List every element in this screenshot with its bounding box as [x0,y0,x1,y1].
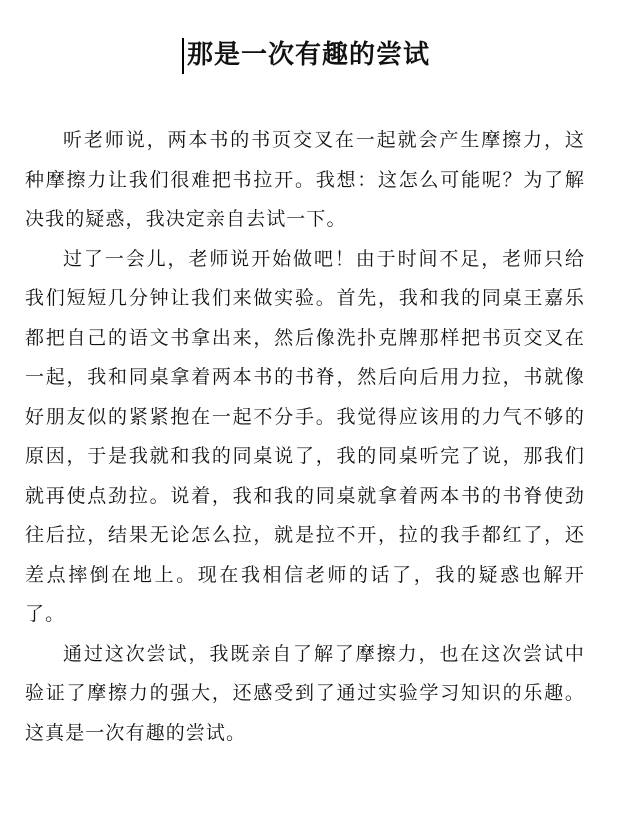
document-title [187,38,430,72]
document-title-text: 那是一次有趣的尝试 [186,40,430,70]
paragraph-2: 过了一会儿，老师说开始做吧！由于时间不足，老师只给我们短短几分钟让我们来做实验。首先，我和我的同桌王嘉乐都把自己的语文书拿出来，然后像洗扑克牌那样把书页交叉在一起，我和同桌拿着两本书的书脊，然后向后用力拉，书就像好朋友似的紧紧抱在一起不分手。我觉得应该用的力气不够的原因，于是我就和我的同桌说了，我的同桌听完了说，那我们就再使点劲拉。说着，我和我的同桌就拿着两本书的书脊使劲往后拉，结果无论怎么拉，就是拉不开，拉的我手都红了，还差点摔倒在地上。现在我相信老师的话了，我的疑惑也解开了。 [25,247,585,625]
title-row [0,38,617,72]
paragraph-1: 听老师说，两本书的书页交叉在一起就会产生摩擦力，这种摩擦力让我们很难把书拉开。我想：这怎么可能呢？为了解决我的疑惑，我决定亲自去试一下。 [25,129,585,230]
document-body [25,121,585,753]
paragraph-3: 通过这次尝试，我既亲自了解了摩擦力，也在这次尝试中验证了摩擦力的强大，还感受到了通过实验学习知识的乐趣。这真是一次有趣的尝试。 [25,642,585,744]
text-cursor [182,38,184,74]
